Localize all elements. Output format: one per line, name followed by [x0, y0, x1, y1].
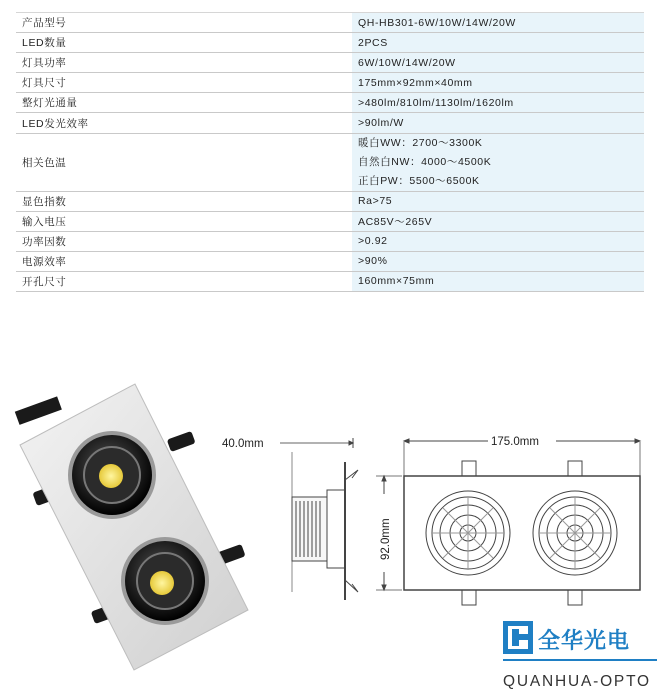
spec-value: AC85V～265V: [352, 211, 644, 231]
brand-name: 全华光电: [538, 629, 631, 654]
spec-value: >0.92: [352, 231, 644, 251]
spec-value: 2PCS: [352, 33, 644, 53]
front-view-drawing: [376, 439, 640, 605]
spec-label: 产品型号: [16, 13, 352, 33]
spec-label: 整灯光通量: [16, 93, 352, 113]
spec-row: [16, 133, 644, 191]
spec-value: 175mm×92mm×40mm: [352, 73, 644, 93]
spec-table: [16, 12, 644, 292]
spec-label: 输入电压: [16, 211, 352, 231]
color-temp-ww: 暖白WW：2700～3300K: [358, 136, 483, 149]
spec-value: Ra>75: [352, 191, 644, 211]
spec-row: [16, 33, 644, 53]
spec-row: [16, 93, 644, 113]
brand-logo: [503, 621, 657, 690]
spec-label: 开孔尺寸: [16, 271, 352, 291]
product-figure: [0, 370, 659, 691]
spec-label: LED发光效率: [16, 113, 352, 133]
color-temp-nw: 自然白NW：4000～4500K: [358, 155, 492, 168]
spec-row: [16, 211, 644, 231]
spec-label: 相关色温: [16, 133, 352, 191]
spec-label: 灯具功率: [16, 53, 352, 73]
color-temp-pw: 正白PW：5500～6500K: [358, 174, 480, 187]
spec-label: LED数量: [16, 33, 352, 53]
spec-row: [16, 13, 644, 33]
depth-dimension-label: 40.0mm: [222, 438, 264, 450]
spec-label: 灯具尺寸: [16, 73, 352, 93]
spec-row: [16, 251, 644, 271]
spec-label: 功率因数: [16, 231, 352, 251]
spec-value: 6W/10W/14W/20W: [352, 53, 644, 73]
spec-row: [16, 231, 644, 251]
spec-value: >480lm/810lm/1130lm/1620lm: [352, 93, 644, 113]
spec-row: [16, 191, 644, 211]
spec-label: 显色指数: [16, 191, 352, 211]
spec-row: [16, 271, 644, 291]
spec-value: [352, 133, 644, 191]
spec-row: [16, 73, 644, 93]
product-photo: [15, 384, 248, 670]
width-dimension-label: 175.0mm: [491, 436, 539, 448]
brand-mark-icon: [503, 621, 533, 654]
spec-row: [16, 113, 644, 133]
spec-value: QH-HB301-6W/10W/14W/20W: [352, 13, 644, 33]
side-view-drawing: [280, 438, 358, 600]
height-dimension-label: 92.0mm: [380, 518, 392, 560]
spec-value: 160mm×75mm: [352, 271, 644, 291]
spec-value: >90lm/W: [352, 113, 644, 133]
spec-value: >90%: [352, 251, 644, 271]
brand-subtitle: QUANHUA-OPTO: [503, 673, 651, 690]
spec-label: 电源效率: [16, 251, 352, 271]
spec-row: [16, 53, 644, 73]
